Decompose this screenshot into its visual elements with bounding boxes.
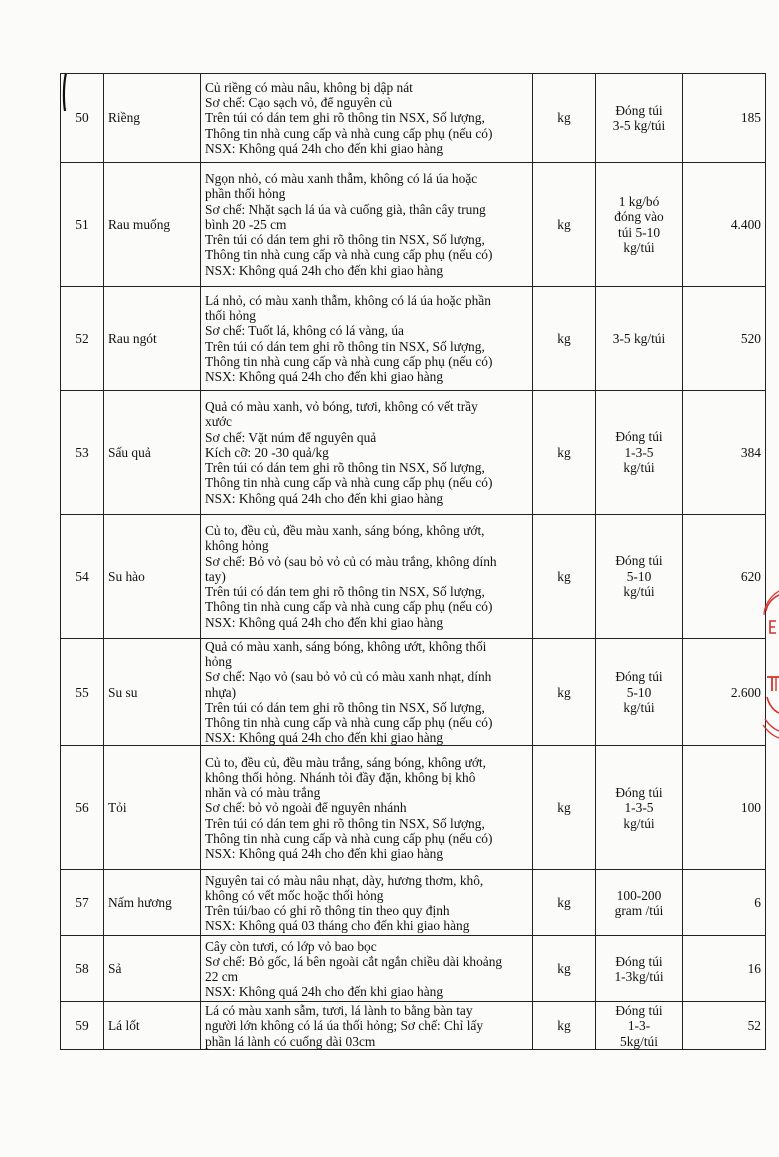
description-line: Lá nhỏ, có màu xanh thẫm, không có lá úa hoặc phần xyxy=(205,292,491,308)
packaging-cell xyxy=(596,936,683,1002)
packaging-line: Đóng túi xyxy=(615,429,663,445)
description-line: bình 20 -25 cm xyxy=(205,216,287,232)
product-name: Lá lốt xyxy=(104,1002,201,1050)
packaging-line: 1-3- xyxy=(627,1018,651,1034)
description-line: Thông tin nhà cung cấp và nhà cung cấp phụ (nếu có) xyxy=(205,599,493,615)
row-number: 56 xyxy=(61,746,104,870)
product-name: Rau muống xyxy=(104,163,201,287)
packaging-line: 1 kg/bó xyxy=(618,193,660,209)
table-row xyxy=(61,870,766,936)
packaging-line: kg/túi xyxy=(623,584,655,600)
row-number: 53 xyxy=(61,391,104,515)
product-name: Tỏi xyxy=(104,746,201,870)
product-description xyxy=(201,936,533,1002)
description-line: nhựa) xyxy=(205,684,237,700)
packaging-cell xyxy=(596,391,683,515)
packaging-line: 1-3-5 xyxy=(624,800,654,816)
product-name: Nấm hương xyxy=(104,870,201,936)
quantity-cell: 52 xyxy=(683,1002,766,1050)
description-line: Củ riềng có màu nâu, không bị dập nát xyxy=(205,79,413,95)
description-line: Trên túi có dán tem ghi rõ thông tin NSX, Số lượng, xyxy=(205,584,485,600)
description-line: Thông tin nhà cung cấp và nhà cung cấp phụ (nếu có) xyxy=(205,715,493,731)
table-row xyxy=(61,287,766,391)
table-row xyxy=(61,163,766,287)
packaging-cell xyxy=(596,1002,683,1050)
description-line: người lớn không có lá úa thối hỏng; Sơ chế: Chỉ lấy xyxy=(205,1018,484,1034)
description-line: Trên túi có dán tem ghi rõ thông tin NSX, Số lượng, xyxy=(205,232,485,248)
row-number: 58 xyxy=(61,936,104,1002)
quantity-cell: 620 xyxy=(683,515,766,639)
description-line: NSX: Không quá 24h cho đến khi giao hàng xyxy=(205,262,444,278)
unit-cell: kg xyxy=(533,287,596,391)
packaging-line: Đóng túi xyxy=(615,953,663,969)
packaging-line: Đóng túi xyxy=(615,784,663,800)
description-line: Cây còn tươi, có lớp vỏ bao bọc xyxy=(205,938,377,954)
description-line: Trên túi có dán tem ghi rõ thông tin NSX, Số lượng, xyxy=(205,338,485,354)
red-stamp-fragment-icon xyxy=(757,585,779,825)
description-line: NSX: Không quá 03 tháng cho đến khi giao hàng xyxy=(205,918,470,934)
product-name: Rau ngót xyxy=(104,287,201,391)
description-line: Thông tin nhà cung cấp và nhà cung cấp phụ (nếu có) xyxy=(205,353,493,369)
unit-cell: kg xyxy=(533,74,596,163)
packaging-line: kg/túi xyxy=(623,815,655,831)
packaging-cell xyxy=(596,639,683,746)
packaging-line: 5-10 xyxy=(626,684,652,700)
row-number: 55 xyxy=(61,639,104,746)
row-number: 57 xyxy=(61,870,104,936)
description-line: Thông tin nhà cung cấp và nhà cung cấp phụ (nếu có) xyxy=(205,247,493,263)
description-line: thối hỏng xyxy=(205,308,256,324)
packaging-cell xyxy=(596,74,683,163)
row-number: 52 xyxy=(61,287,104,391)
description-line: không hỏng xyxy=(205,538,269,554)
product-name: Sả xyxy=(104,936,201,1002)
description-line: NSX: Không quá 24h cho đến khi giao hàng xyxy=(205,140,444,156)
description-line: Trên túi có dán tem ghi rõ thông tin NSX, Số lượng, xyxy=(205,460,485,476)
packaging-cell xyxy=(596,163,683,287)
product-description xyxy=(201,746,533,870)
table-row xyxy=(61,746,766,870)
description-line: NSX: Không quá 24h cho đến khi giao hàng xyxy=(205,490,444,506)
packaging-cell xyxy=(596,746,683,870)
packaging-line: 3-5 kg/túi xyxy=(612,330,666,346)
description-line: Sơ chế: Vặt núm để nguyên quả xyxy=(205,429,377,445)
description-line: Sơ chế: Nạo vỏ (sau bỏ vỏ củ có màu xanh nhạt, dính xyxy=(205,669,492,685)
description-line: Sơ chế: Bỏ vỏ (sau bỏ vỏ củ có màu trắng, không dính xyxy=(205,553,497,569)
quantity-cell: 2.600 xyxy=(683,639,766,746)
description-line: Sơ chế: bỏ vỏ ngoài để nguyên nhánh xyxy=(205,800,407,816)
description-line: phần thối hỏng xyxy=(205,186,286,202)
quantity-cell: 520 xyxy=(683,287,766,391)
product-name: Su hào xyxy=(104,515,201,639)
packaging-line: gram /túi xyxy=(614,902,664,918)
table-row xyxy=(61,515,766,639)
product-name: Sấu quả xyxy=(104,391,201,515)
description-line: Củ to, đều củ, đều màu xanh, sáng bóng, không ướt, xyxy=(205,523,485,539)
product-description xyxy=(201,515,533,639)
description-line: NSX: Không quá 24h cho đến khi giao hàng xyxy=(205,730,444,746)
table-row xyxy=(61,1002,766,1050)
packaging-line: Đóng túi xyxy=(615,553,663,569)
description-line: Lá có màu xanh sẫm, tươi, lá lành to bằng bàn tay xyxy=(205,1003,473,1019)
description-line: không có vết mốc hoặc thối hỏng xyxy=(205,887,384,903)
quantity-cell: 384 xyxy=(683,391,766,515)
packaging-line: 3-5 kg/túi xyxy=(612,118,666,133)
quantity-cell: 185 xyxy=(683,74,766,163)
packaging-line: 100-200 xyxy=(616,887,662,903)
product-name: Riềng xyxy=(104,74,201,163)
description-line: Kích cỡ: 20 -30 quả/kg xyxy=(205,444,329,460)
product-name: Su su xyxy=(104,639,201,746)
description-line: phần lá lành có cuống dài 03cm xyxy=(205,1033,376,1049)
table-row xyxy=(61,639,766,746)
packaging-line: Đóng túi xyxy=(615,669,663,685)
quantity-cell: 6 xyxy=(683,870,766,936)
description-line: NSX: Không quá 24h cho đến khi giao hàng xyxy=(205,368,444,384)
description-line: Thông tin nhà cung cấp và nhà cung cấp phụ (nếu có) xyxy=(205,125,493,141)
quantity-cell: 16 xyxy=(683,936,766,1002)
unit-cell: kg xyxy=(533,1002,596,1050)
packaging-line: kg/túi xyxy=(623,460,655,476)
description-line: Quả có màu xanh, vỏ bóng, tươi, không có vết trầy xyxy=(205,399,478,415)
product-description xyxy=(201,391,533,515)
description-line: Trên túi có dán tem ghi rõ thông tin NSX, Số lượng, xyxy=(205,699,485,715)
row-number: 59 xyxy=(61,1002,104,1050)
row-number: 50 xyxy=(61,74,104,163)
product-description xyxy=(201,639,533,746)
row-number: 54 xyxy=(61,515,104,639)
packaging-line: 1-3-5 xyxy=(624,444,654,460)
unit-cell: kg xyxy=(533,746,596,870)
packaging-cell xyxy=(596,870,683,936)
packaging-line: kg/túi xyxy=(623,239,655,255)
table-row xyxy=(61,936,766,1002)
description-line: NSX: Không quá 24h cho đến khi giao hàng xyxy=(205,984,444,1000)
quantity-cell: 4.400 xyxy=(683,163,766,287)
table-body xyxy=(61,74,766,1050)
description-line: Sơ chế: Cạo sạch vỏ, để nguyên củ xyxy=(205,95,393,111)
packaging-line: túi 5-10 xyxy=(617,224,661,240)
description-line: Trên túi có dán tem ghi rõ thông tin NSX, Số lượng, xyxy=(205,110,485,126)
product-description xyxy=(201,870,533,936)
description-line: Nguyên tai có màu nâu nhạt, dày, hương thơm, khô, xyxy=(205,872,484,888)
description-line: Thông tin nhà cung cấp và nhà cung cấp phụ (nếu có) xyxy=(205,475,493,491)
product-description xyxy=(201,74,533,163)
unit-cell: kg xyxy=(533,163,596,287)
description-line: Thông tin nhà cung cấp và nhà cung cấp phụ (nếu có) xyxy=(205,830,493,846)
description-line: Trên túi có dán tem ghi rõ thông tin NSX, Số lượng, xyxy=(205,815,485,831)
description-line: NSX: Không quá 24h cho đến khi giao hàng xyxy=(205,614,444,630)
packaging-line: 1-3kg/túi xyxy=(614,968,664,984)
description-line: nhăn và có màu trắng xyxy=(205,785,321,801)
row-number: 51 xyxy=(61,163,104,287)
description-line: không thối hỏng. Nhánh tỏi đầy đặn, không bị khô xyxy=(205,769,476,785)
packaging-line: Đóng túi xyxy=(615,102,663,118)
packaging-line: kg/túi xyxy=(623,699,655,715)
description-line: NSX: Không quá 24h cho đến khi giao hàng xyxy=(205,845,444,861)
description-line: hỏng xyxy=(205,654,232,670)
unit-cell: kg xyxy=(533,870,596,936)
product-description xyxy=(201,287,533,391)
packaging-line: 5kg/túi xyxy=(620,1033,658,1049)
unit-cell: kg xyxy=(533,391,596,515)
description-line: Ngọn nhỏ, có màu xanh thẫm, không có lá úa hoặc xyxy=(205,171,478,187)
description-line: Sơ chế: Bỏ gốc, lá bên ngoài cắt ngắn chiều dài khoảng xyxy=(205,953,503,969)
description-line: Trên túi/bao có ghi rõ thông tin theo quy định xyxy=(205,902,450,918)
product-description xyxy=(201,163,533,287)
description-line: xước xyxy=(205,414,232,430)
description-line: tay) xyxy=(205,568,226,584)
packaging-line: đóng vào xyxy=(614,209,664,225)
unit-cell: kg xyxy=(533,639,596,746)
description-line: 22 cm xyxy=(205,968,239,984)
description-line: Sơ chế: Tuốt lá, không có lá vàng, úa xyxy=(205,323,404,339)
description-line: Sơ chế: Nhặt sạch lá úa và cuống già, thân cây trung xyxy=(205,201,486,217)
table-row xyxy=(61,391,766,515)
description-line: Quả có màu xanh, sáng bóng, không ướt, không thối xyxy=(205,639,487,654)
product-description xyxy=(201,1002,533,1050)
packaging-line: Đóng túi xyxy=(615,1002,663,1018)
packaging-cell xyxy=(596,287,683,391)
packaging-line: 5-10 xyxy=(626,568,652,584)
packaging-cell xyxy=(596,515,683,639)
description-line: Củ to, đều củ, đều màu trắng, sáng bóng, không ướt, xyxy=(205,754,486,770)
product-spec-table xyxy=(60,73,766,1050)
quantity-cell: 100 xyxy=(683,746,766,870)
unit-cell: kg xyxy=(533,515,596,639)
table-row xyxy=(61,74,766,163)
unit-cell: kg xyxy=(533,936,596,1002)
